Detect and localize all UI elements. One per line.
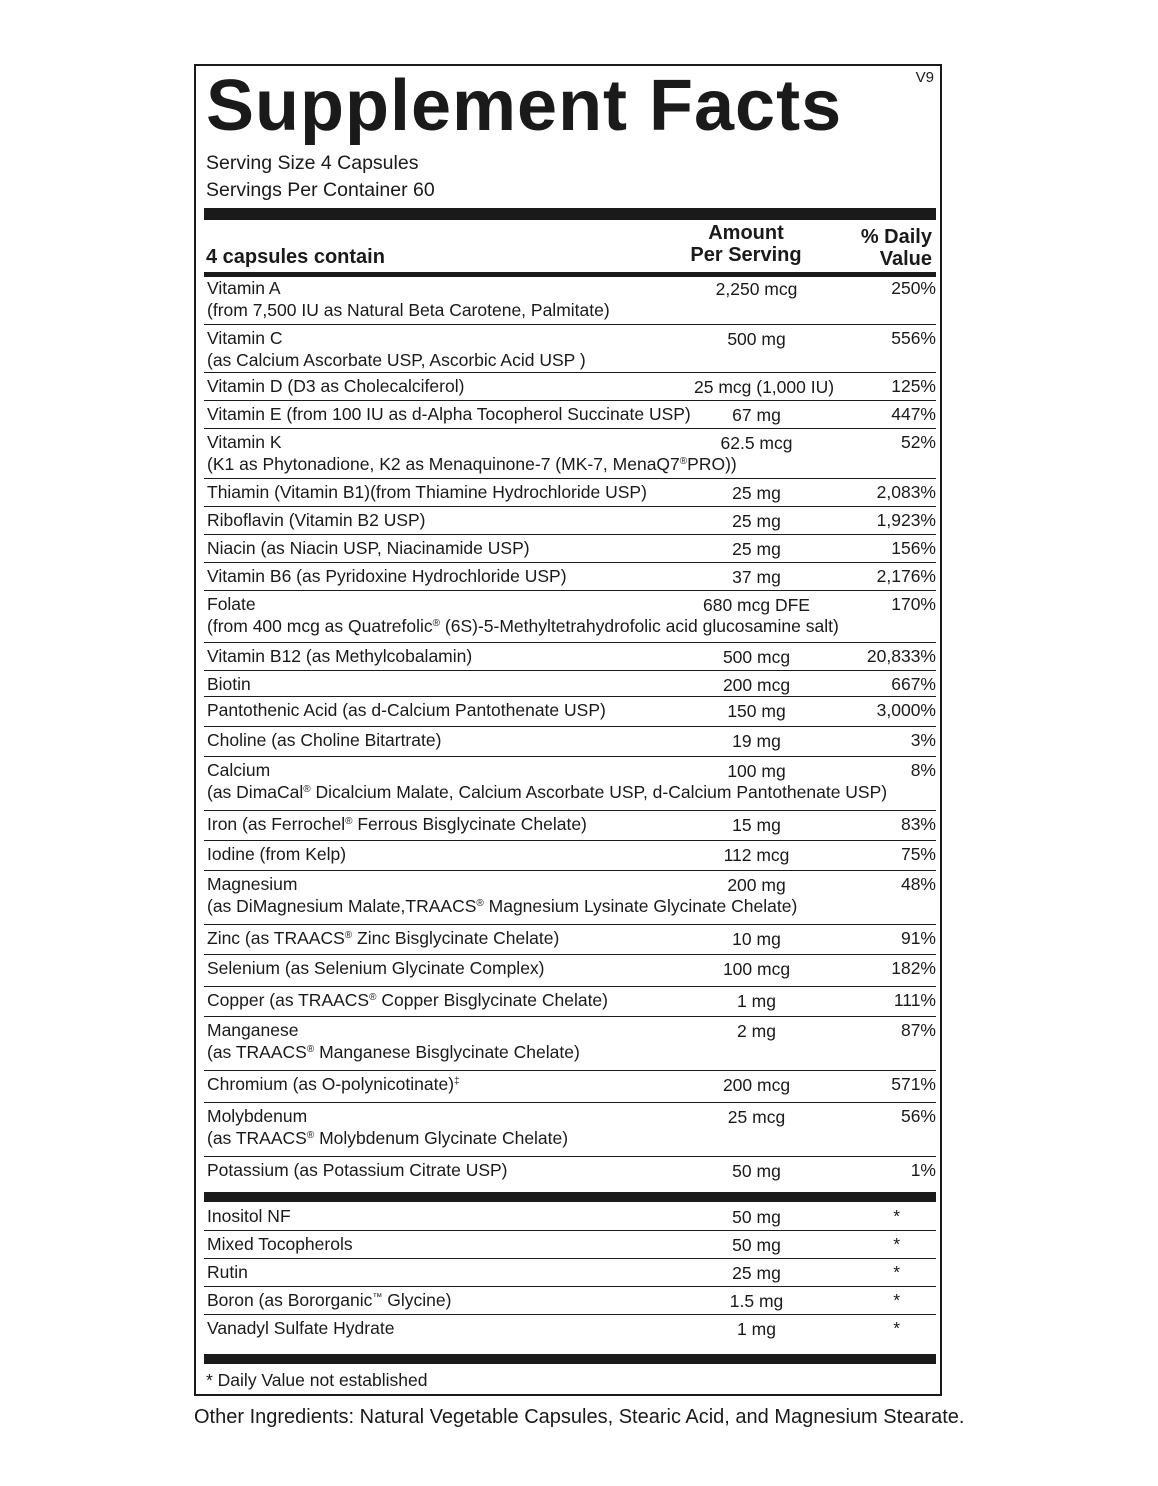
nutrient-name: Folate bbox=[207, 594, 256, 614]
nutrient-daily-value: 250% bbox=[891, 278, 936, 298]
nutrient-name: Vitamin E (from 100 IU as d-Alpha Tocopherol Succinate USP) bbox=[207, 404, 691, 424]
nutrient-daily-value: 182% bbox=[891, 958, 936, 978]
nutrient-daily-value: 2,176% bbox=[876, 566, 936, 586]
nutrient-name: Riboflavin (Vitamin B2 USP) bbox=[207, 510, 426, 530]
nutrient-name: Vitamin B12 (as Methylcobalamin) bbox=[207, 646, 473, 666]
nutrient-name: Manganese bbox=[207, 1020, 299, 1040]
other-nutrient-row bbox=[204, 1258, 936, 1287]
nutrient-daily-value: 52% bbox=[900, 432, 936, 452]
nutrient-row bbox=[204, 1070, 936, 1103]
nutrient-row bbox=[204, 840, 936, 871]
nutrient-row bbox=[204, 274, 936, 325]
nutrient-amount: 680 mcg DFE bbox=[703, 595, 810, 615]
nutrient-row bbox=[204, 428, 936, 479]
nutrient-row bbox=[204, 726, 936, 757]
nutrient-amount: 10 mg bbox=[732, 929, 781, 949]
nutrient-name: Rutin bbox=[207, 1262, 248, 1282]
nutrient-name: Iodine (from Kelp) bbox=[207, 844, 347, 864]
nutrient-amount: 25 mg bbox=[732, 1263, 781, 1283]
nutrient-name: Vitamin A bbox=[207, 278, 281, 298]
nutrient-name: Thiamin (Vitamin B1)(from Thiamine Hydrochloride USP) bbox=[207, 482, 647, 502]
nutrient-name: Pantothenic Acid (as d-Calcium Pantothenate USP) bbox=[207, 700, 606, 720]
nutrient-daily-value: 111% bbox=[893, 990, 936, 1010]
nutrient-amount: 112 mcg bbox=[723, 845, 790, 865]
thick-divider bbox=[204, 208, 936, 220]
nutrient-row bbox=[204, 590, 936, 643]
nutrient-name: Magnesium bbox=[207, 874, 298, 894]
nutrient-amount: 150 mg bbox=[727, 701, 786, 721]
daily-value-footnote: * Daily Value not established bbox=[206, 1370, 428, 1390]
section-divider bbox=[204, 1192, 936, 1202]
nutrient-row bbox=[204, 372, 936, 401]
nutrient-amount: 50 mg bbox=[732, 1235, 781, 1255]
nutrient-amount: 50 mg bbox=[732, 1161, 781, 1181]
nutrient-daily-value: 8% bbox=[910, 760, 936, 780]
capsules-contain-header: 4 capsules contain bbox=[206, 246, 385, 268]
nutrient-amount: 500 mcg bbox=[722, 647, 791, 667]
nutrient-name: Chromium (as O-polynicotinate)‡ bbox=[207, 1074, 460, 1094]
nutrient-amount: 500 mg bbox=[727, 329, 786, 349]
nutrient-row bbox=[204, 954, 936, 987]
nutrient-amount: 100 mcg bbox=[722, 959, 791, 979]
nutrient-row bbox=[204, 534, 936, 563]
nutrient-daily-value: 56% bbox=[900, 1106, 936, 1126]
nutrient-daily-value: * bbox=[893, 1318, 900, 1338]
nutrient-amount: 25 mg bbox=[732, 511, 781, 531]
nutrient-source: (as DimaCal® Dicalcium Malate, Calcium Ascorbate USP, d-Calcium Pantothenate USP) bbox=[207, 782, 888, 802]
nutrient-daily-value: * bbox=[893, 1234, 900, 1254]
nutrient-daily-value: 125% bbox=[891, 376, 936, 396]
nutrient-amount: 1 mg bbox=[737, 991, 776, 1011]
nutrient-amount: 200 mg bbox=[727, 875, 786, 895]
nutrient-daily-value: 556% bbox=[891, 328, 936, 348]
nutrient-source: (from 400 mcg as Quatrefolic® (6S)-5-Methyltetrahydrofolic acid glucosamine salt) bbox=[207, 616, 839, 636]
nutrient-name: Vitamin C bbox=[207, 328, 283, 348]
nutrient-daily-value: 75% bbox=[900, 844, 936, 864]
nutrient-row bbox=[204, 562, 936, 591]
nutrient-amount: 1 mg bbox=[737, 1319, 776, 1339]
nutrient-source: (as TRAACS® Molybdenum Glycinate Chelate) bbox=[207, 1128, 569, 1148]
nutrient-amount: 2 mg bbox=[737, 1021, 776, 1041]
nutrient-name: Iron (as Ferrochel® Ferrous Bisglycinate Chelate) bbox=[207, 814, 587, 834]
nutrient-row bbox=[204, 924, 936, 955]
nutrient-daily-value: 48% bbox=[900, 874, 936, 894]
nutrient-source: (from 7,500 IU as Natural Beta Carotene, Palmitate) bbox=[207, 300, 610, 320]
nutrient-daily-value: 667% bbox=[891, 674, 936, 694]
panel-title: Supplement Facts bbox=[206, 66, 843, 146]
nutrient-name: Mixed Tocopherols bbox=[207, 1234, 353, 1254]
nutrient-name: Molybdenum bbox=[207, 1106, 308, 1126]
nutrient-row bbox=[204, 1102, 936, 1157]
nutrient-daily-value: 1,923% bbox=[876, 510, 936, 530]
nutrient-daily-value: 20,833% bbox=[866, 646, 936, 666]
nutrient-amount: 200 mcg bbox=[722, 675, 791, 695]
nutrient-amount: 2,250 mcg bbox=[715, 279, 798, 299]
nutrient-daily-value: 170% bbox=[891, 594, 936, 614]
nutrient-row bbox=[204, 642, 936, 671]
nutrient-row bbox=[204, 400, 936, 429]
bottom-divider bbox=[204, 1354, 936, 1364]
nutrient-amount: 15 mg bbox=[732, 815, 781, 835]
nutrient-daily-value: 87% bbox=[900, 1020, 936, 1040]
supplement-facts-panel bbox=[194, 64, 942, 1396]
nutrient-name: Niacin (as Niacin USP, Niacinamide USP) bbox=[207, 538, 530, 558]
nutrient-name: Choline (as Choline Bitartrate) bbox=[207, 730, 442, 750]
nutrient-daily-value: * bbox=[893, 1206, 900, 1226]
nutrient-daily-value: * bbox=[893, 1290, 900, 1310]
nutrient-row bbox=[204, 506, 936, 535]
nutrient-row bbox=[204, 810, 936, 841]
nutrient-name: Zinc (as TRAACS® Zinc Bisglycinate Chelate) bbox=[207, 928, 560, 948]
nutrient-daily-value: * bbox=[893, 1262, 900, 1282]
nutrient-row bbox=[204, 870, 936, 925]
nutrient-row bbox=[204, 986, 936, 1017]
nutrient-name: Vitamin D (D3 as Cholecalciferol) bbox=[207, 376, 465, 396]
nutrient-amount: 25 mg bbox=[732, 483, 781, 503]
nutrient-source: (as Calcium Ascorbate USP, Ascorbic Acid USP ) bbox=[207, 350, 586, 370]
nutrient-amount: 62.5 mcg bbox=[720, 433, 793, 453]
nutrient-daily-value: 156% bbox=[891, 538, 936, 558]
nutrient-amount: 100 mg bbox=[727, 761, 786, 781]
nutrient-row bbox=[204, 324, 936, 373]
nutrient-row bbox=[204, 1156, 936, 1184]
nutrient-row bbox=[204, 696, 936, 727]
nutrient-name: Inositol NF bbox=[207, 1206, 291, 1226]
serving-size: Serving Size 4 Capsules bbox=[206, 152, 419, 174]
nutrient-name: Biotin bbox=[207, 674, 251, 694]
nutrient-name: Vanadyl Sulfate Hydrate bbox=[207, 1318, 395, 1338]
other-nutrient-row bbox=[204, 1286, 936, 1315]
nutrient-daily-value: 91% bbox=[900, 928, 936, 948]
nutrient-daily-value: 3,000% bbox=[876, 700, 936, 720]
nutrient-amount: 19 mg bbox=[732, 731, 781, 751]
nutrient-name: Vitamin K bbox=[207, 432, 282, 452]
nutrient-amount: 67 mg bbox=[732, 405, 781, 425]
nutrient-name: Potassium (as Potassium Citrate USP) bbox=[207, 1160, 508, 1180]
nutrient-daily-value: 447% bbox=[891, 404, 936, 424]
nutrient-amount: 25 mcg bbox=[727, 1107, 786, 1127]
nutrient-name: Boron (as Bororganic™ Glycine) bbox=[207, 1290, 452, 1310]
nutrient-amount: 25 mcg (1,000 IU) bbox=[694, 377, 835, 397]
nutrient-amount: 25 mg bbox=[732, 539, 781, 559]
nutrient-daily-value: 2,083% bbox=[876, 482, 936, 502]
nutrient-name: Copper (as TRAACS® Copper Bisglycinate Chelate) bbox=[207, 990, 608, 1010]
other-ingredients: Other Ingredients: Natural Vegetable Capsules, Stearic Acid, and Magnesium Stearate. bbox=[194, 1406, 965, 1428]
nutrient-source: (as TRAACS® Manganese Bisglycinate Chelate) bbox=[207, 1042, 580, 1062]
other-nutrient-row bbox=[204, 1230, 936, 1259]
amount-per-serving-header: Amount Per Serving bbox=[690, 222, 802, 266]
version-code: V9 bbox=[915, 69, 934, 86]
nutrient-name: Selenium (as Selenium Glycinate Complex) bbox=[207, 958, 545, 978]
other-nutrient-row bbox=[204, 1314, 936, 1346]
nutrient-row bbox=[204, 478, 936, 507]
nutrient-amount: 50 mg bbox=[732, 1207, 781, 1227]
daily-value-header: % Daily Value bbox=[860, 226, 932, 270]
nutrient-row bbox=[204, 1016, 936, 1071]
nutrient-row bbox=[204, 670, 936, 697]
nutrient-daily-value: 83% bbox=[900, 814, 936, 834]
nutrient-daily-value: 3% bbox=[910, 730, 936, 750]
nutrient-amount: 200 mcg bbox=[722, 1075, 791, 1095]
nutrient-name: Calcium bbox=[207, 760, 271, 780]
nutrient-source: (as DiMagnesium Malate,TRAACS® Magnesium Lysinate Glycinate Chelate) bbox=[207, 896, 798, 916]
nutrient-name: Vitamin B6 (as Pyridoxine Hydrochloride USP) bbox=[207, 566, 567, 586]
nutrient-amount: 37 mg bbox=[732, 567, 781, 587]
nutrient-amount: 1.5 mg bbox=[729, 1291, 784, 1311]
servings-per-container: Servings Per Container 60 bbox=[206, 179, 435, 201]
nutrient-daily-value: 1% bbox=[910, 1160, 936, 1180]
nutrient-source: (K1 as Phytonadione, K2 as Menaquinone-7 (MK-7, MenaQ7®PRO)) bbox=[207, 454, 737, 474]
other-nutrient-row bbox=[204, 1202, 936, 1231]
nutrient-row bbox=[204, 756, 936, 811]
nutrient-daily-value: 571% bbox=[891, 1074, 936, 1094]
